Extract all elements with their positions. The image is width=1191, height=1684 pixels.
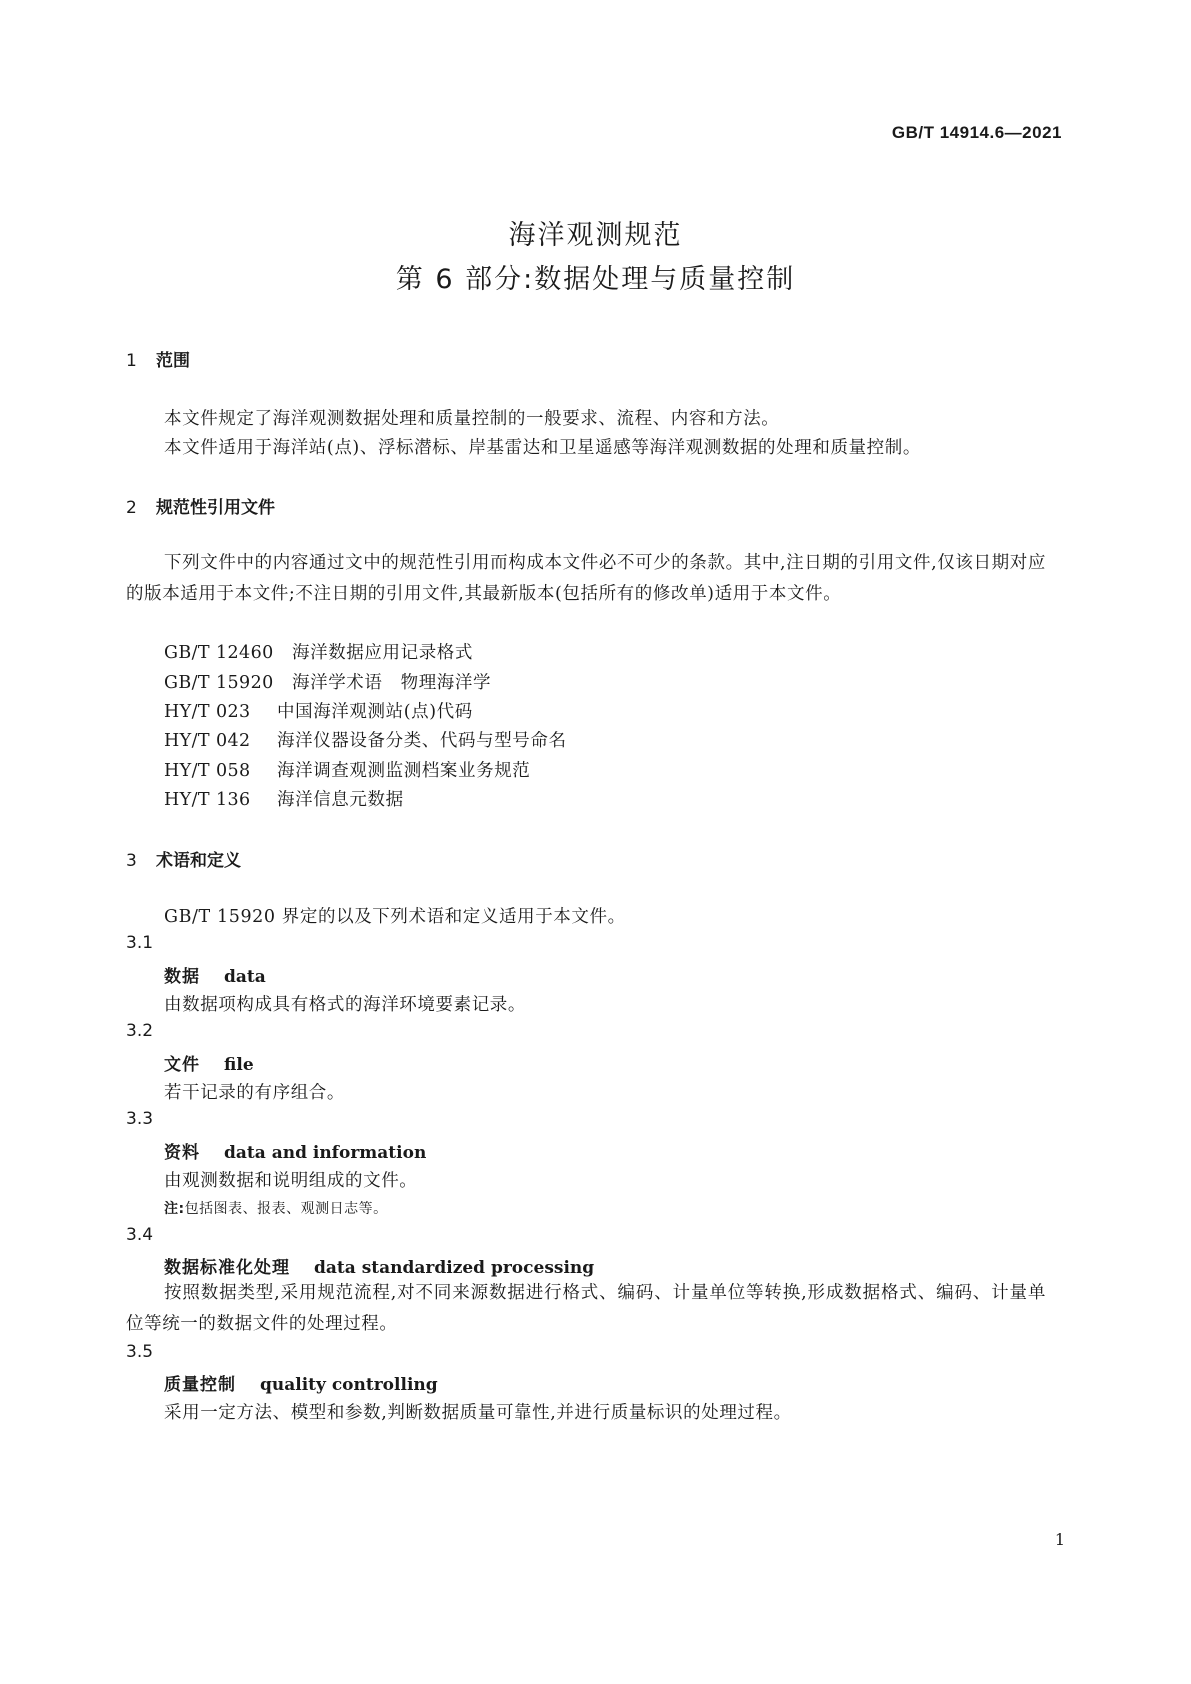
terms-intro-paragraph: GB/T 15920 界定的以及下列术语和定义适用于本文件。 xyxy=(164,907,626,927)
section-heading-scope xyxy=(126,346,190,371)
references-intro-paragraph: 下列文件中的内容通过文中的规范性引用而构成本文件必不可少的条款。其中,注日期的引用文件,仅该日期对应的版本适用于本文件;不注日期的引用文件,其最新版本(包括所有的修改单)适用于本文件。 xyxy=(126,553,1046,604)
term-heading xyxy=(164,962,266,987)
note-text: 包括图表、报表、观测日志等。 xyxy=(184,1201,388,1217)
section-title: 术语和定义 xyxy=(156,851,241,871)
section-number: 3 xyxy=(126,851,137,871)
term-number: 3.5 xyxy=(126,1342,154,1362)
reference-code: GB/T 12460 xyxy=(164,643,274,663)
term-number: 3.3 xyxy=(126,1109,154,1129)
page-number: 1 xyxy=(1054,1530,1065,1549)
section-number: 1 xyxy=(126,351,137,371)
reference-title: 海洋学术语 物理海洋学 xyxy=(292,673,492,693)
reference-item xyxy=(164,669,491,694)
reference-title: 海洋信息元数据 xyxy=(277,790,404,810)
term-heading xyxy=(164,1050,254,1075)
term-heading xyxy=(164,1253,594,1278)
term-note xyxy=(164,1198,388,1218)
reference-title: 中国海洋观测站(点)代码 xyxy=(277,702,473,722)
term-english: data xyxy=(224,967,266,987)
term-number: 3.4 xyxy=(126,1225,154,1245)
reference-item xyxy=(164,786,404,811)
term-chinese: 数据标准化处理 xyxy=(164,1258,290,1278)
term-number: 3.2 xyxy=(126,1021,154,1041)
term-definition: 若干记录的有序组合。 xyxy=(164,1083,345,1103)
reference-code: GB/T 15920 xyxy=(164,673,274,693)
term-chinese: 资料 xyxy=(164,1143,200,1163)
reference-title: 海洋仪器设备分类、代码与型号命名 xyxy=(277,731,567,751)
section-heading-terms-and-definitions xyxy=(126,846,241,871)
term-definition: 由数据项构成具有格式的海洋环境要素记录。 xyxy=(164,995,526,1015)
reference-code: HY/T 023 xyxy=(164,702,251,722)
term-chinese: 质量控制 xyxy=(164,1375,236,1395)
term-number: 3.1 xyxy=(126,933,154,953)
section-title: 范围 xyxy=(156,351,190,371)
reference-item xyxy=(164,639,473,664)
term-definition: 按照数据类型,采用规范流程,对不同来源数据进行格式、编码、计量单位等转换,形成数据格式、编码、计量单位等统一的数据文件的处理过程。 xyxy=(126,1283,1046,1334)
section-title: 规范性引用文件 xyxy=(156,498,275,518)
document-title: 海洋观测规范 xyxy=(508,220,683,251)
term-heading xyxy=(164,1370,438,1395)
term-heading xyxy=(164,1138,426,1163)
document-number: GB/T 14914.6—2021 xyxy=(891,123,1062,142)
reference-title: 海洋调查观测监测档案业务规范 xyxy=(277,761,531,781)
term-english: data standardized processing xyxy=(314,1258,595,1278)
reference-item xyxy=(164,727,567,752)
reference-code: HY/T 042 xyxy=(164,731,251,751)
term-english: quality controlling xyxy=(260,1375,438,1395)
scope-paragraph-2: 本文件适用于海洋站(点)、浮标潜标、岸基雷达和卫星遥感等海洋观测数据的处理和质量控制。 xyxy=(164,438,921,458)
reference-code: HY/T 136 xyxy=(164,790,251,810)
note-label: 注: xyxy=(164,1201,185,1217)
term-definition: 由观测数据和说明组成的文件。 xyxy=(164,1171,418,1191)
scope-paragraph-1: 本文件规定了海洋观测数据处理和质量控制的一般要求、流程、内容和方法。 xyxy=(164,409,780,429)
reference-title: 海洋数据应用记录格式 xyxy=(292,643,473,663)
reference-code: HY/T 058 xyxy=(164,761,251,781)
section-number: 2 xyxy=(126,498,137,518)
term-english: data and information xyxy=(224,1143,427,1163)
reference-item xyxy=(164,757,530,782)
section-heading-normative-references xyxy=(126,493,275,518)
term-definition: 采用一定方法、模型和参数,判断数据质量可靠性,并进行质量标识的处理过程。 xyxy=(164,1403,792,1423)
term-chinese: 文件 xyxy=(164,1055,200,1075)
document-subtitle: 第 6 部分:数据处理与质量控制 xyxy=(395,264,796,295)
term-chinese: 数据 xyxy=(164,967,200,987)
reference-item xyxy=(164,698,473,723)
term-english: file xyxy=(224,1055,254,1075)
